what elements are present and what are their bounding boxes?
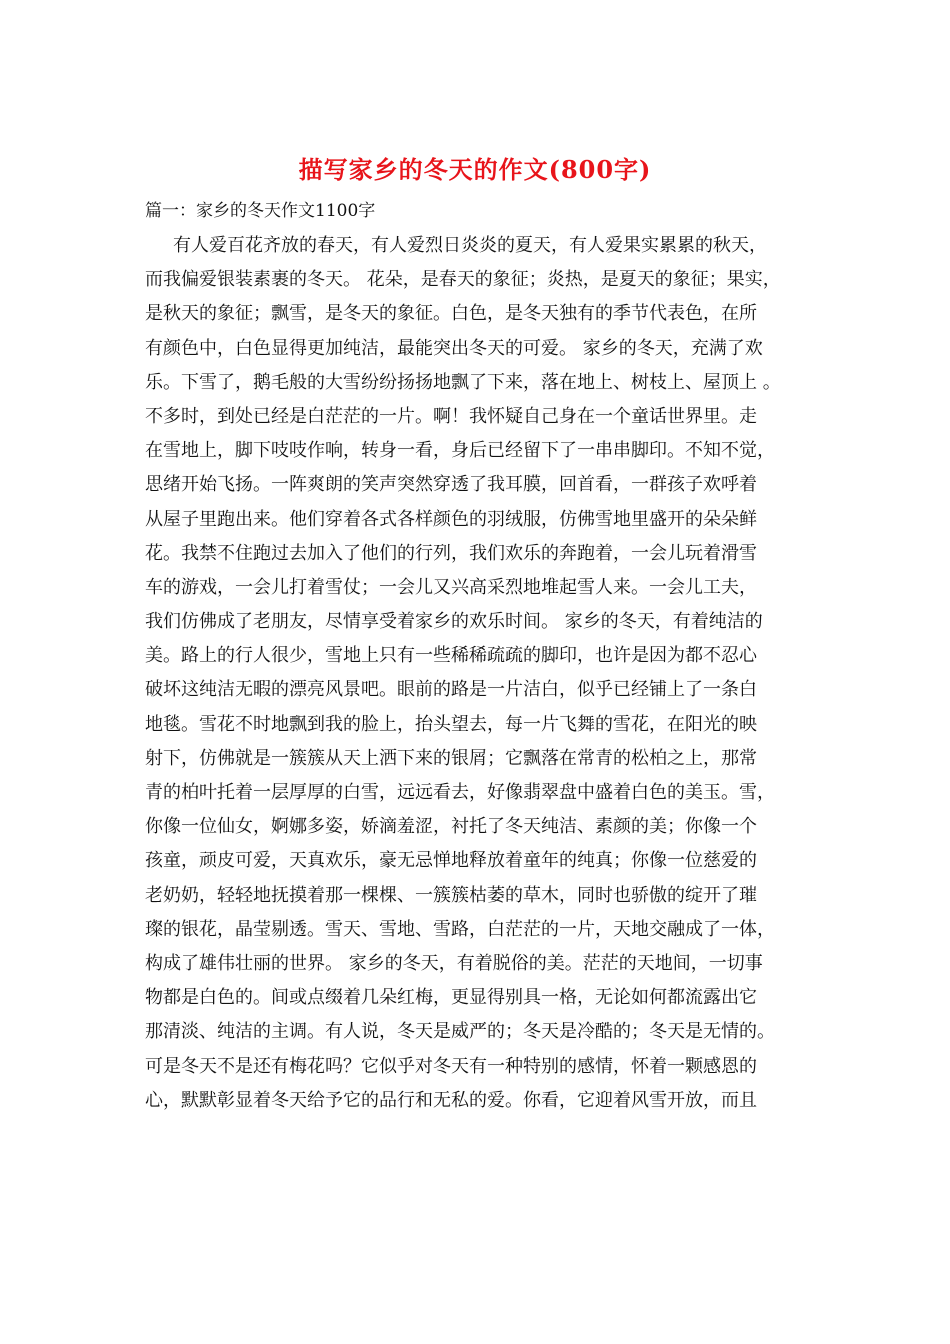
- essay-line: 有人爱百花齐放的春天，有人爱烈日炎炎的夏天，有人爱果实累累的秋天，: [173, 235, 767, 256]
- essay-line: 我们仿佛成了老朋友，尽情享受着家乡的欢乐时间。 家乡的冬天，有着纯洁的: [145, 611, 763, 633]
- essay-line: 璨的银花，晶莹剔透。雪天、雪地、雪路，白茫茫的一片，天地交融成了一体，: [145, 918, 775, 940]
- essay-line: 花。我禁不住跑过去加入了他们的行列，我们欢乐的奔跑着，一会儿玩着滑雪: [145, 542, 757, 564]
- essay-line: 而我偏爱银装素裹的冬天。 花朵，是春天的象征；炎热，是夏天的象征；果实，: [145, 269, 781, 291]
- essay-line: 有颜色中，白色显得更加纯洁，最能突出冬天的可爱。 家乡的冬天，充满了欢: [145, 337, 763, 359]
- essay-line: 从屋子里跑出来。他们穿着各式各样颜色的羽绒服，仿佛雪地里盛开的朵朵鲜: [145, 508, 757, 530]
- essay-line: 在雪地上，脚下吱吱作响，转身一看，身后已经留下了一串串脚印。不知不觉，: [145, 440, 775, 462]
- essay-line: 美。路上的行人很少，雪地上只有一些稀稀疏疏的脚印，也许是因为都不忍心: [145, 645, 757, 667]
- essay-line: 青的柏叶托着一层厚厚的白雪，远远看去，好像翡翠盘中盛着白色的美玉。雪，: [145, 782, 775, 803]
- essay-line: 物都是白色的。间或点缀着几朵红梅，更显得别具一格，无论如何都流露出它: [145, 987, 757, 1009]
- essay-line: 可是冬天不是还有梅花吗？它似乎对冬天有一种特别的感情，怀着一颗感恩的: [145, 1055, 757, 1077]
- essay-line: 构成了雄伟壮丽的世界。 家乡的冬天，有着脱俗的美。茫茫的天地间，一切事: [145, 952, 763, 974]
- essay-body: [145, 229, 825, 1118]
- essay-line: 乐。下雪了，鹅毛般的大雪纷纷扬扬地飘了下来，落在地上、树枝上、屋顶上 。: [145, 371, 781, 393]
- essay-line: 孩童，顽皮可爱，天真欢乐，豪无忌惮地释放着童年的纯真；你像一位慈爱的: [145, 850, 757, 872]
- essay-line: 车的游戏，一会儿打着雪仗；一会儿又兴高采烈地堆起雪人来。一会儿工夫，: [145, 576, 757, 598]
- essay-line: 地毯。雪花不时地飘到我的脸上，抬头望去，每一片飞舞的雪花，在阳光的映: [145, 713, 757, 735]
- section-heading: 篇一：家乡的冬天作文1100字: [145, 201, 376, 221]
- essay-line: 是秋天的象征；飘雪，是冬天的象征。白色，是冬天独有的季节代表色，在所: [145, 303, 757, 325]
- essay-line: 射下，仿佛就是一簇簇从天上洒下来的银屑；它飘落在常青的松柏之上，那常: [145, 747, 757, 769]
- essay-line: 老奶奶，轻轻地抚摸着那一棵棵、一簇簇枯萎的草木，同时也骄傲的绽开了璀: [145, 884, 757, 906]
- essay-line: 心，默默彰显着冬天给予它的品行和无私的爱。你看，它迎着风雪开放，而且: [145, 1089, 757, 1111]
- essay-line: 不多时，到处已经是白茫茫的一片。啊！我怀疑自己身在一个童话世界里。走: [145, 405, 757, 427]
- essay-line: 你像一位仙女，婀娜多姿，娇滴羞涩，衬托了冬天纯洁、素颜的美；你像一个: [145, 816, 757, 838]
- document-title: 描写家乡的冬天的作文(800字): [298, 155, 652, 184]
- essay-line: 思绪开始飞扬。一阵爽朗的笑声突然穿透了我耳膜，回首看，一群孩子欢呼着: [145, 474, 757, 496]
- essay-line: 破坏这纯洁无暇的漂亮风景吧。眼前的路是一片洁白，似乎已经铺上了一条白: [145, 679, 757, 701]
- essay-line: 那清淡、纯洁的主调。有人说，冬天是威严的；冬天是冷酷的；冬天是无情的。: [145, 1021, 775, 1043]
